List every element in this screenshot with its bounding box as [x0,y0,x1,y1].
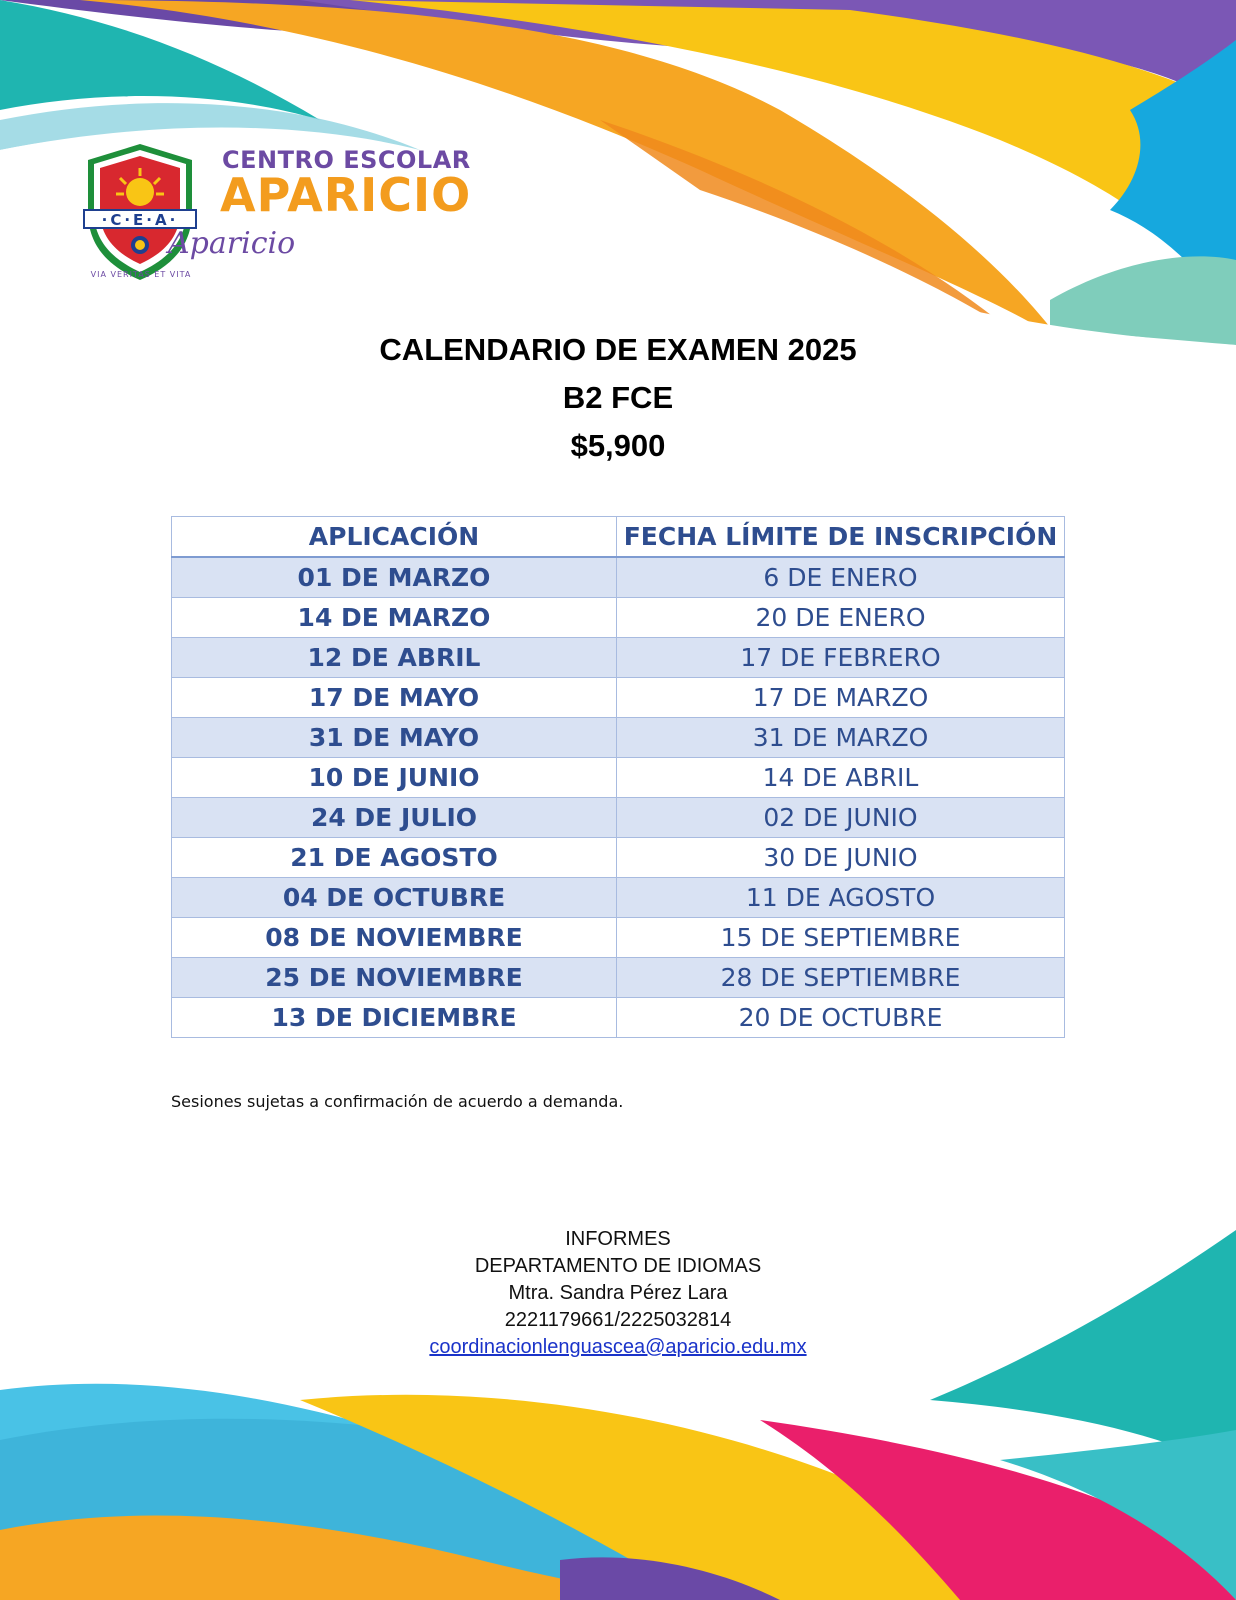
table-row [172,918,1065,958]
aplicacion-cell: 21 DE AGOSTO [172,838,617,878]
aplicacion-cell: 31 DE MAYO [172,718,617,758]
aplicacion-cell: 24 DE JULIO [172,798,617,838]
logo-aparicio: APARICIO [220,168,472,222]
table-row [172,678,1065,718]
title-block [0,326,1236,470]
table-row [172,758,1065,798]
contact-block [0,1226,1236,1361]
contact-informes: INFORMES [565,1228,671,1250]
fecha-limite-cell: 02 DE JUNIO [617,798,1065,838]
contact-department: DEPARTAMENTO DE IDIOMAS [474,1255,762,1277]
table-row [172,718,1065,758]
fecha-limite-cell: 20 DE ENERO [617,598,1065,638]
aplicacion-cell: 01 DE MARZO [172,557,617,598]
table-row [172,598,1065,638]
aplicacion-cell: 14 DE MARZO [172,598,617,638]
fecha-limite-cell: 14 DE ABRIL [617,758,1065,798]
table-row [172,958,1065,998]
table-row [172,838,1065,878]
header-fecha-limite: FECHA LÍMITE DE INSCRIPCIÓN [617,517,1065,558]
fecha-limite-cell: 11 DE AGOSTO [617,878,1065,918]
fecha-limite-cell: 20 DE OCTUBRE [617,998,1065,1038]
exam-level: B2 FCE [562,380,674,415]
fecha-limite-cell: 17 DE FEBRERO [617,638,1065,678]
fecha-limite-cell: 30 DE JUNIO [617,838,1065,878]
logo-centro-escolar: CENTRO ESCOLAR [222,146,471,174]
contact-phones: 2221179661/2225032814 [504,1309,732,1331]
aplicacion-cell: 10 DE JUNIO [172,758,617,798]
table-row [172,557,1065,598]
fecha-limite-cell: 31 DE MARZO [617,718,1065,758]
contact-email-link[interactable]: coordinacionlenguascea@aparicio.edu.mx [429,1336,807,1358]
contact-person: Mtra. Sandra Pérez Lara [508,1282,728,1304]
table-row [172,998,1065,1038]
aplicacion-cell: 04 DE OCTUBRE [172,878,617,918]
crest-motto: VIA VERITAS ET VITA [90,270,192,279]
aplicacion-cell: 17 DE MAYO [172,678,617,718]
page-title: CALENDARIO DE EXAMEN 2025 [379,332,857,367]
table-header-row [172,517,1065,558]
logo-aparicio-script: Aparicio [168,226,296,261]
aplicacion-cell: 12 DE ABRIL [172,638,617,678]
exam-calendar-table [171,516,1064,1038]
aplicacion-cell: 13 DE DICIEMBRE [172,998,617,1038]
header-aplicacion: APLICACIÓN [172,517,617,558]
table-row [172,878,1065,918]
fecha-limite-cell: 17 DE MARZO [617,678,1065,718]
fecha-limite-cell: 15 DE SEPTIEMBRE [617,918,1065,958]
fecha-limite-cell: 6 DE ENERO [617,557,1065,598]
crest-letters: ·C·E·A· [101,211,179,229]
exam-price: $5,900 [570,428,666,463]
aplicacion-cell: 08 DE NOVIEMBRE [172,918,617,958]
table-row [172,798,1065,838]
sessions-note: Sesiones sujetas a confirmación de acuerdo a demanda. [171,1092,624,1111]
table-row [172,638,1065,678]
fecha-limite-cell: 28 DE SEPTIEMBRE [617,958,1065,998]
aplicacion-cell: 25 DE NOVIEMBRE [172,958,617,998]
